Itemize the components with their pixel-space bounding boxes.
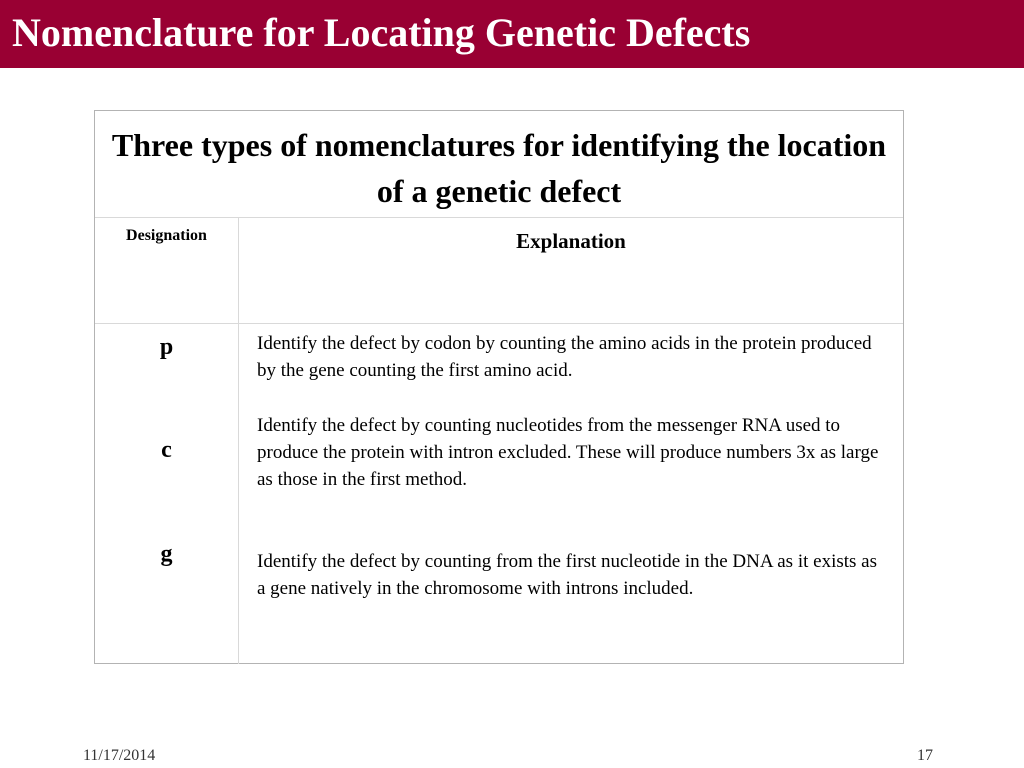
designation-code-p: p (159, 334, 174, 360)
nomenclature-table (94, 110, 904, 664)
designation-header: Designation (126, 227, 207, 244)
explanation-p: Identify the defect by codon by counting the amino acids in the protein produced by the gene counting the first amino acid. (257, 333, 872, 381)
designation-code-g: g (160, 541, 173, 567)
explanation-g: Identify the defect by counting from the first nucleotide in the DNA as it exists as a gene natively in the chromosome with introns included. (257, 551, 877, 599)
slide-title: Nomenclature for Locating Genetic Defects (12, 10, 751, 55)
explanation-c: Identify the defect by counting nucleotides from the messenger RNA used to produce the protein with intron excluded. These will produce numbers 3x as large as those in the first method. (257, 415, 879, 490)
footer-page-number: 17 (917, 747, 933, 764)
column-header-row (95, 218, 903, 324)
designation-code-c: c (161, 437, 172, 463)
column-divider (238, 218, 239, 664)
explanation-header: Explanation (516, 229, 626, 253)
footer-date: 11/17/2014 (83, 747, 156, 764)
title-bar (0, 0, 1024, 68)
table-heading: Three types of nomenclatures for identifying the location of a genetic defect (95, 111, 903, 218)
